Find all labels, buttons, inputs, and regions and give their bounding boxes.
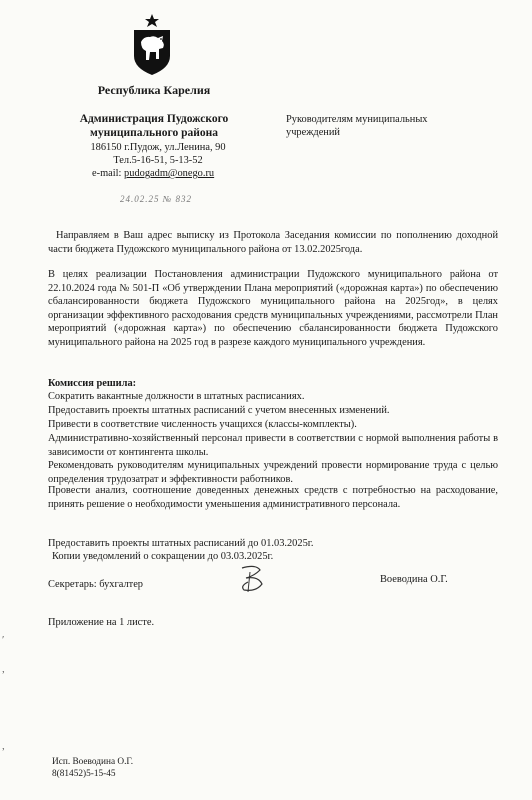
org-address: 186150 г.Пудож, ул.Ленина, 90 — [90, 142, 226, 153]
deadline-1: Предоставить проекты штатных расписаний до 01.03.2025г. — [48, 538, 314, 549]
org-phones: Тел.5-16-51, 5-13-52 — [113, 155, 203, 166]
karelia-coat-of-arms-icon — [128, 14, 176, 76]
signer-role: Секретарь: бухгалтер — [48, 579, 144, 590]
decision-title: Комиссия решила: — [48, 378, 137, 389]
decision-item-3: Привести в соответствие численность учащихся (классы-комплекты). — [48, 419, 357, 430]
executor-phone: 8(81452)5-15-45 — [52, 769, 116, 779]
deadline-2: Копии уведомлений о сокращении до 03.03.2025г. — [52, 551, 274, 562]
intro-paragraph: Направляем в Ваш адрес выписку из Протокола Заседания комиссии по пополнению доходной части бюджета Пудожского муниципального района от 13.02.2025года. — [48, 230, 498, 255]
margin-mark: ′ — [2, 634, 5, 646]
decision-item-5: Рекомендовать руководителям муниципальных учреждений провести нормирование труда с целью определения трудозатрат и эффективности работников. — [48, 460, 498, 485]
executor-name: Исп. Воеводина О.Г. — [52, 757, 134, 767]
registration-stamp: 24.02.25 № 832 — [120, 194, 192, 204]
handwritten-signature-icon — [236, 562, 270, 598]
decision-item-6: Провести анализ, соотношение доведенных денежных средств с потребностью на расходование, принять решение о необходимости уменьшения административного персонала. — [48, 485, 498, 510]
email-link[interactable]: pudogadm@onego.ru — [124, 168, 215, 179]
margin-mark: , — [2, 740, 5, 752]
decision-item-2: Предоставить проекты штатных расписаний с учетом внесенных изменений. — [48, 405, 390, 416]
recipient-line2: учреждений — [286, 127, 340, 138]
signer-name: Воеводина О.Г. — [380, 574, 448, 585]
margin-mark: , — [2, 663, 5, 675]
decision-item-1: Сократить вакантные должности в штатных расписаниях. — [48, 391, 305, 402]
purpose-paragraph: В целях реализации Постановления администрации Пудожского муниципального района от 22.10.2024 года № 501-П «Об утверждении Плана мероприятий («дорожная карта») по обеспечению сбалансированности бюджета Пудожского муниципального района на 2025год», в целях организации эффективного расходования средств муниципальных учреждениями, рассмотрели План мероприятий («дорожная карта») по обеспечению сбалансированности бюджета Пудожского муниципального района на 2025 год в разрезе каждого муниципального учреждения. — [48, 269, 498, 348]
republic-title: Республика Карелия — [97, 83, 211, 97]
email-label: e-mail: — [92, 168, 122, 179]
attachment-note: Приложение на 1 листе. — [48, 617, 155, 628]
org-name-line2: муниципального района — [90, 127, 218, 139]
org-email — [92, 167, 214, 180]
decision-item-4: Административно-хозяйственный персонал привести в соответствии с нормой выполнения работы в зависимости от контингента школы. — [48, 433, 498, 458]
recipient-line1: Руководителям муниципальных — [286, 114, 428, 125]
org-name-line1: Администрация Пудожского — [79, 113, 229, 125]
